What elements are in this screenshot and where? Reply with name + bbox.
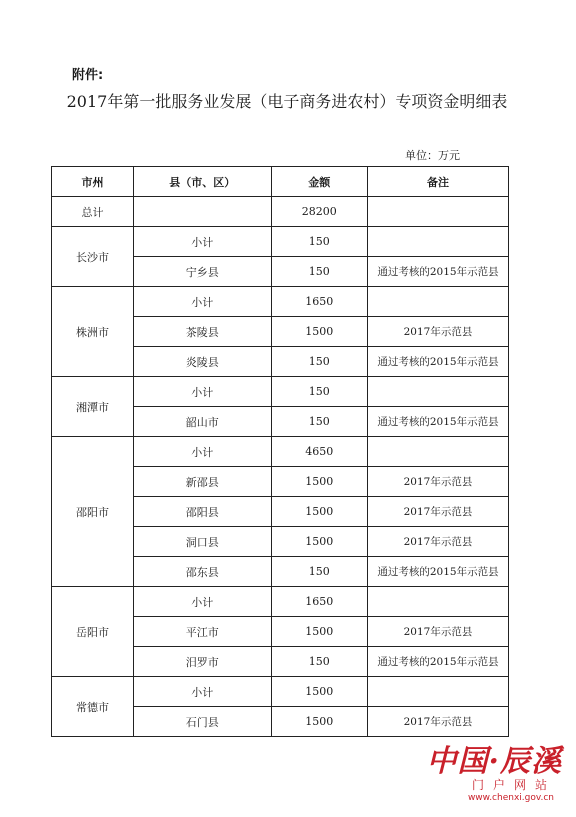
unit-label: 单位：万元 <box>405 149 460 162</box>
subtotal-label: 小计 <box>134 587 271 617</box>
total-note-cell <box>368 197 509 227</box>
table-row <box>52 437 509 467</box>
note-cell <box>368 587 509 617</box>
site-watermark <box>420 736 570 810</box>
column-header-amount: 金额 <box>271 167 368 197</box>
table-row <box>52 287 509 317</box>
total-row <box>52 197 509 227</box>
county-cell: 茶陵县 <box>134 317 271 347</box>
note-cell <box>368 227 509 257</box>
subtotal-amount: 1650 <box>271 287 368 317</box>
county-cell: 洞口县 <box>134 527 271 557</box>
amount-cell: 1500 <box>271 617 368 647</box>
table-body <box>52 197 509 737</box>
note-cell: 通过考核的2015年示范县 <box>368 347 509 377</box>
amount-cell: 1500 <box>271 527 368 557</box>
amount-cell: 150 <box>271 347 368 377</box>
note-cell: 通过考核的2015年示范县 <box>368 647 509 677</box>
subtotal-label: 小计 <box>134 287 271 317</box>
city-cell: 常德市 <box>52 677 134 737</box>
attachment-label: 附件: <box>72 68 104 83</box>
note-cell: 通过考核的2015年示范县 <box>368 257 509 287</box>
total-amount: 28200 <box>271 197 368 227</box>
column-header-note: 备注 <box>368 167 509 197</box>
table-header-row <box>52 167 509 197</box>
subtotal-label: 小计 <box>134 227 271 257</box>
document-title: 2017年第一批服务业发展（电子商务进农村）专项资金明细表 <box>66 92 508 111</box>
note-cell: 2017年示范县 <box>368 497 509 527</box>
amount-cell: 1500 <box>271 497 368 527</box>
column-header-county: 县（市、区） <box>134 167 271 197</box>
watermark-subtitle: 门户网站 <box>471 778 556 792</box>
watermark-url: www.chenxi.gov.cn <box>467 793 554 803</box>
total-county-cell <box>134 197 271 227</box>
total-label: 总计 <box>52 197 134 227</box>
city-cell: 湘潭市 <box>52 377 134 437</box>
county-cell: 韶山市 <box>134 407 271 437</box>
note-cell <box>368 287 509 317</box>
city-cell: 株洲市 <box>52 287 134 377</box>
amount-cell: 1500 <box>271 317 368 347</box>
watermark-brand: 中国·辰溪 <box>426 744 562 779</box>
note-cell: 2017年示范县 <box>368 707 509 737</box>
county-cell: 邵东县 <box>134 557 271 587</box>
subtotal-amount: 4650 <box>271 437 368 467</box>
amount-cell: 1500 <box>271 467 368 497</box>
table-row <box>52 587 509 617</box>
amount-cell: 150 <box>271 647 368 677</box>
note-cell <box>368 437 509 467</box>
note-cell: 通过考核的2015年示范县 <box>368 407 509 437</box>
subtotal-amount: 150 <box>271 377 368 407</box>
note-cell: 2017年示范县 <box>368 467 509 497</box>
table-row <box>52 377 509 407</box>
subtotal-label: 小计 <box>134 437 271 467</box>
table-row <box>52 677 509 707</box>
note-cell: 2017年示范县 <box>368 527 509 557</box>
note-cell: 2017年示范县 <box>368 617 509 647</box>
county-cell: 新邵县 <box>134 467 271 497</box>
county-cell: 平江市 <box>134 617 271 647</box>
county-cell: 石门县 <box>134 707 271 737</box>
subtotal-amount: 1650 <box>271 587 368 617</box>
amount-cell: 150 <box>271 407 368 437</box>
note-cell <box>368 677 509 707</box>
city-cell: 长沙市 <box>52 227 134 287</box>
table-row <box>52 227 509 257</box>
amount-cell: 1500 <box>271 707 368 737</box>
note-cell: 通过考核的2015年示范县 <box>368 557 509 587</box>
amount-cell: 150 <box>271 257 368 287</box>
funding-table <box>51 166 509 737</box>
column-header-city: 市州 <box>52 167 134 197</box>
county-cell: 邵阳县 <box>134 497 271 527</box>
city-cell: 邵阳市 <box>52 437 134 587</box>
subtotal-amount: 1500 <box>271 677 368 707</box>
note-cell <box>368 377 509 407</box>
subtotal-label: 小计 <box>134 677 271 707</box>
note-cell: 2017年示范县 <box>368 317 509 347</box>
county-cell: 汨罗市 <box>134 647 271 677</box>
county-cell: 炎陵县 <box>134 347 271 377</box>
subtotal-label: 小计 <box>134 377 271 407</box>
amount-cell: 150 <box>271 557 368 587</box>
subtotal-amount: 150 <box>271 227 368 257</box>
county-cell: 宁乡县 <box>134 257 271 287</box>
city-cell: 岳阳市 <box>52 587 134 677</box>
